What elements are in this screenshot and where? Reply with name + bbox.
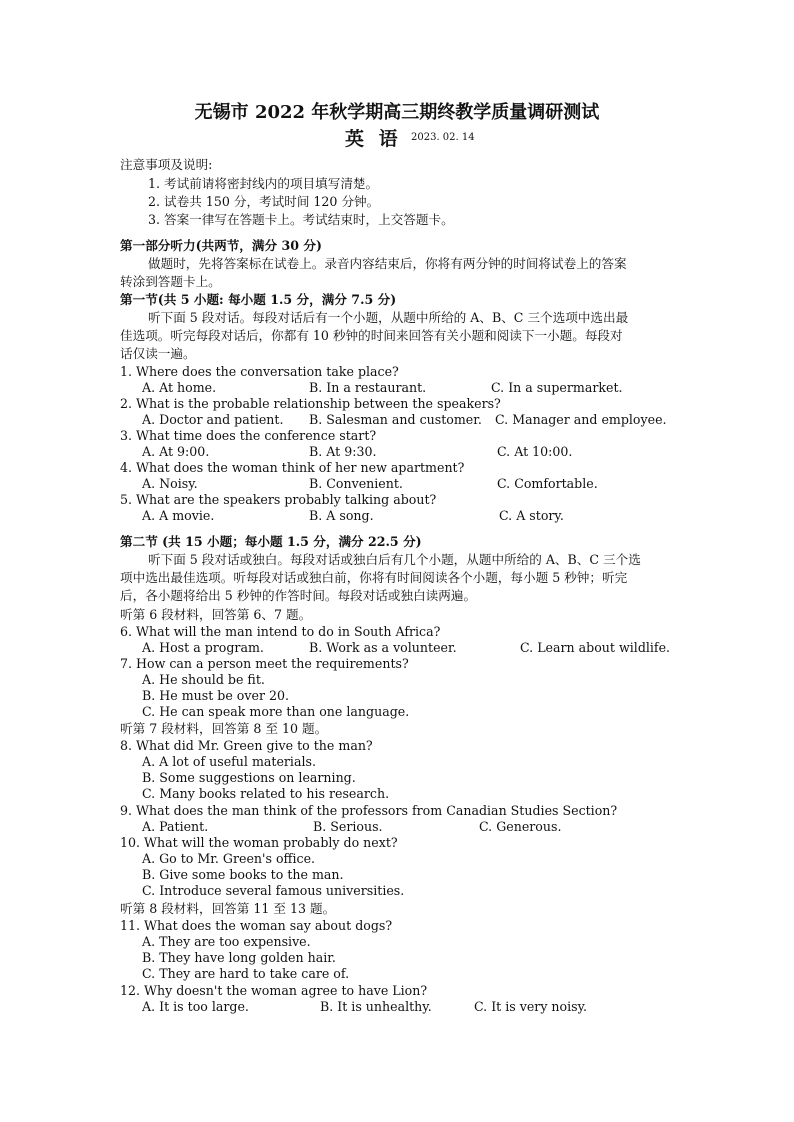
option-c: C. It is very noisy. [474, 999, 588, 1014]
option-b: B. It is unhealthy. [320, 999, 432, 1014]
option-a: A. Noisy. [142, 476, 198, 491]
part1-intro-line: 做题时，先将答案标在试卷上。录音内容结束后，你将有两分钟的时间将试卷上的答案 [148, 256, 627, 271]
exam-date: 2023. 02. 14 [411, 132, 475, 143]
option-b: B. In a restaurant. [309, 380, 427, 395]
option-b: B. Some suggestions on learning. [142, 770, 356, 785]
question: 9. What does the man think of the professors from Canadian Studies Section? [120, 803, 618, 818]
option-a: A. Go to Mr. Green's office. [142, 851, 316, 866]
section2-intro-line: 后，各小题将给出 5 秒钟的作答时间。每段对话或独白读两遍。 [120, 588, 477, 603]
part1-intro-line: 转涂到答题卡上。 [120, 274, 221, 289]
section2-intro-line: 项中选出最佳选项。听每段对话或独白前，你将有时间阅读各个小题，每小题 5 秒钟；听完 [120, 570, 628, 585]
section2-intro-line: 听下面 5 段对话或独白。每段对话或独白后有几个小题，从题中所给的 A、B、C 三个选 [148, 552, 641, 567]
section1-intro-line: 听下面 5 段对话。每段对话后有一个小题，从题中所给的 A、B、C 三个选项中选出最 [148, 310, 629, 325]
question: 5. What are the speakers probably talking about? [120, 492, 437, 507]
section1-intro-line: 话仅读一遍。 [120, 346, 196, 361]
part1-heading: 第一部分听力(共两节，满分 30 分) [120, 238, 322, 253]
option-b: B. They have long golden hair. [142, 950, 336, 965]
material-note: 听第 6 段材料，回答第 6、7 题。 [120, 607, 312, 622]
option-c: C. Learn about wildlife. [520, 640, 671, 655]
option-a: A. Patient. [142, 819, 209, 834]
section1-heading: 第一节(共 5 小题: 每小题 1.5 分，满分 7.5 分) [120, 292, 397, 307]
option-c: C. Manager and employee. [495, 412, 667, 427]
option-c: C. Generous. [479, 819, 562, 834]
option-b: B. Convenient. [309, 476, 403, 491]
question: 7. How can a person meet the requirements? [120, 656, 409, 671]
question: 8. What did Mr. Green give to the man? [120, 738, 373, 753]
option-a: A. At home. [142, 380, 217, 395]
question: 12. Why doesn't the woman agree to have Lion? [120, 983, 428, 998]
exam-subject: 英 语 [345, 128, 402, 150]
option-a: A. It is too large. [142, 999, 249, 1014]
section2-heading: 第二节 (共 15 小题；每小题 1.5 分，满分 22.5 分) [120, 534, 422, 549]
option-a: A. A lot of useful materials. [142, 754, 316, 769]
option-b: B. Serious. [313, 819, 383, 834]
option-b: B. He must be over 20. [142, 688, 289, 703]
question: 2. What is the probable relationship between the speakers? [120, 396, 501, 411]
option-b: B. Work as a volunteer. [309, 640, 457, 655]
question: 1. Where does the conversation take place? [120, 364, 399, 379]
notes-item: 1. 考试前请将密封线内的项目填写清楚。 [148, 176, 379, 191]
option-a: A. They are too expensive. [142, 934, 311, 949]
option-a: A. Doctor and patient. [142, 412, 284, 427]
notes-item: 2. 试卷共 150 分，考试时间 120 分钟。 [148, 194, 380, 209]
option-a: A. A movie. [142, 508, 215, 523]
question: 4. What does the woman think of her new apartment? [120, 460, 465, 475]
option-c: C. He can speak more than one language. [142, 704, 410, 719]
option-b: B. Give some books to the man. [142, 867, 344, 882]
question: 11. What does the woman say about dogs? [120, 918, 393, 933]
option-a: A. He should be fit. [142, 672, 265, 687]
option-c: C. Introduce several famous universities. [142, 883, 405, 898]
option-c: C. Comfortable. [497, 476, 598, 491]
option-c: C. In a supermarket. [491, 380, 623, 395]
question: 3. What time does the conference start? [120, 428, 377, 443]
option-c: C. They are hard to take care of. [142, 966, 350, 981]
option-a: A. Host a program. [142, 640, 264, 655]
question: 6. What will the man intend to do in South Africa? [120, 624, 441, 639]
option-a: A. At 9:00. [142, 444, 210, 459]
option-b: B. A song. [309, 508, 374, 523]
section1-intro-line: 佳选项。听完每段对话后，你都有 10 秒钟的时间来回答有关小题和阅读下一小题。每段对 [120, 328, 623, 343]
option-c: C. At 10:00. [497, 444, 573, 459]
option-c: C. Many books related to his research. [142, 786, 390, 801]
option-b: B. Salesman and customer. [309, 412, 482, 427]
question: 10. What will the woman probably do next? [120, 835, 398, 850]
material-note: 听第 7 段材料，回答第 8 至 10 题。 [120, 721, 328, 736]
option-b: B. At 9:30. [309, 444, 377, 459]
notes-heading: 注意事项及说明: [120, 157, 213, 172]
notes-item: 3. 答案一律写在答题卡上。考试结束时，上交答题卡。 [148, 212, 454, 227]
exam-title: 无锡市 2022 年秋学期高三期终教学质量调研测试 [194, 102, 600, 123]
option-c: C. A story. [499, 508, 564, 523]
material-note: 听第 8 段材料，回答第 11 至 13 题。 [120, 901, 336, 916]
